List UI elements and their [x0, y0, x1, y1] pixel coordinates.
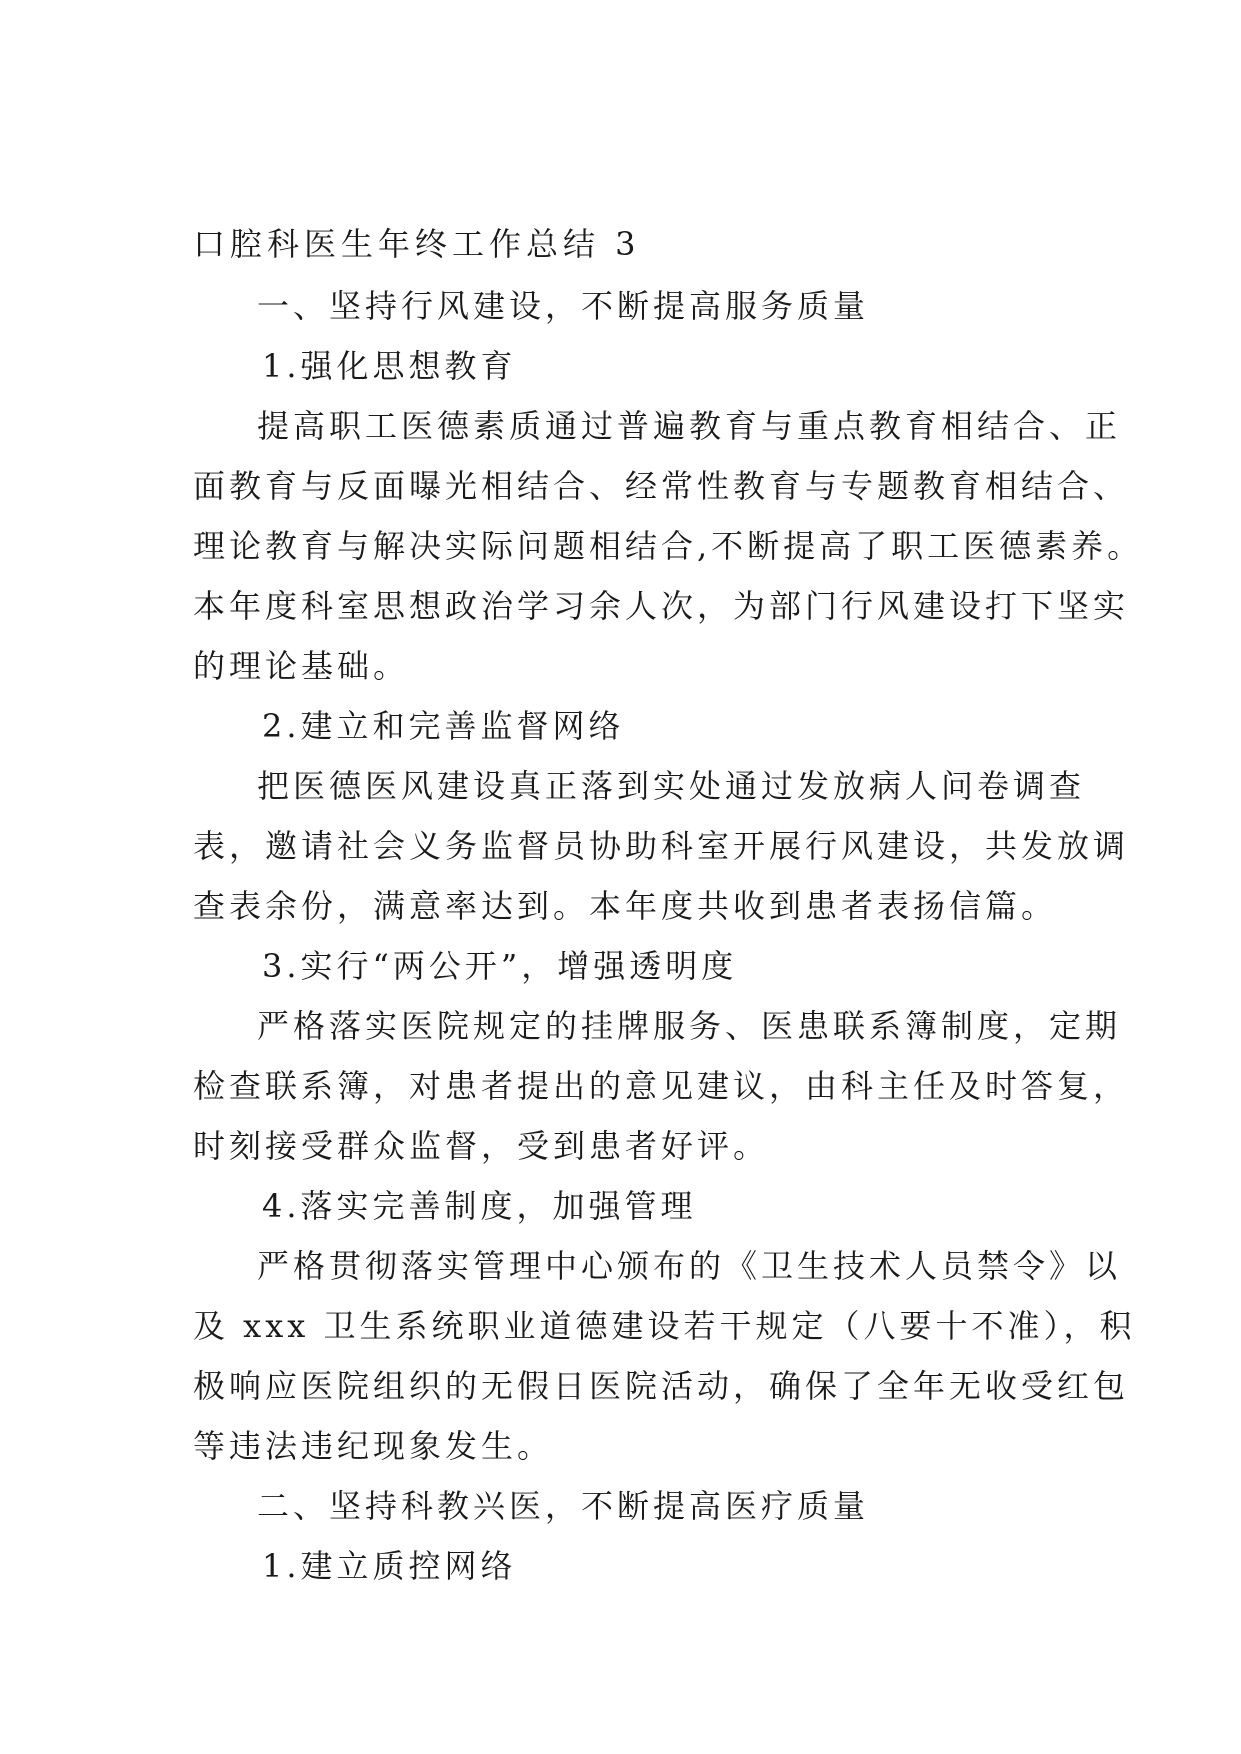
paragraph-line: 等违法违纪现象发生。 — [193, 1427, 554, 1465]
subsection-heading-1-4: 4.落实完善制度，加强管理 — [262, 1187, 697, 1225]
paragraph-line: 理论教育与解决实际问题相结合,不断提高了职工医德素养。 — [193, 527, 1144, 565]
paragraph-line: 检查联系簿，对患者提出的意见建议，由科主任及时答复， — [193, 1067, 1130, 1105]
section-heading-2: 二、坚持科教兴医，不断提高医疗质量 — [257, 1487, 870, 1525]
paragraph-line: 严格贯彻落实管理中心颁布的《卫生技术人员禁令》以 — [257, 1247, 1122, 1285]
subsection-heading-1-3: 3.实行“两公开”，增强透明度 — [262, 947, 738, 985]
paragraph-line: 的理论基础。 — [193, 647, 410, 685]
document-title: 口腔科医生年终工作总结 3 — [193, 225, 641, 263]
paragraph-line: 及 xxx 卫生系统职业道德建设若干规定（八要十不准），积 — [193, 1307, 1136, 1345]
paragraph-line: 查表余份，满意率达到。本年度共收到患者表扬信篇。 — [193, 887, 1058, 925]
subsection-heading-1-1: 1.强化思想教育 — [262, 347, 517, 385]
section-heading-1: 一、坚持行风建设，不断提高服务质量 — [257, 287, 870, 325]
paragraph-line: 时刻接受群众监督，受到患者好评。 — [193, 1127, 770, 1165]
subsection-heading-2-1: 1.建立质控网络 — [262, 1547, 517, 1585]
paragraph-line: 严格落实医院规定的挂牌服务、医患联系簿制度，定期 — [257, 1007, 1122, 1045]
paragraph-line: 把医德医风建设真正落到实处通过发放病人问卷调查 — [257, 767, 1086, 805]
paragraph-line: 面教育与反面曝光相结合、经常性教育与专题教育相结合、 — [193, 467, 1130, 505]
paragraph-line: 极响应医院组织的无假日医院活动，确保了全年无收受红包 — [193, 1367, 1130, 1405]
subsection-heading-1-2: 2.建立和完善监督网络 — [262, 707, 625, 745]
paragraph-line: 表，邀请社会义务监督员协助科室开展行风建设，共发放调 — [193, 827, 1130, 865]
paragraph-line: 本年度科室思想政治学习余人次，为部门行风建设打下坚实 — [193, 587, 1130, 625]
paragraph-line: 提高职工医德素质通过普遍教育与重点教育相结合、正 — [257, 407, 1122, 445]
